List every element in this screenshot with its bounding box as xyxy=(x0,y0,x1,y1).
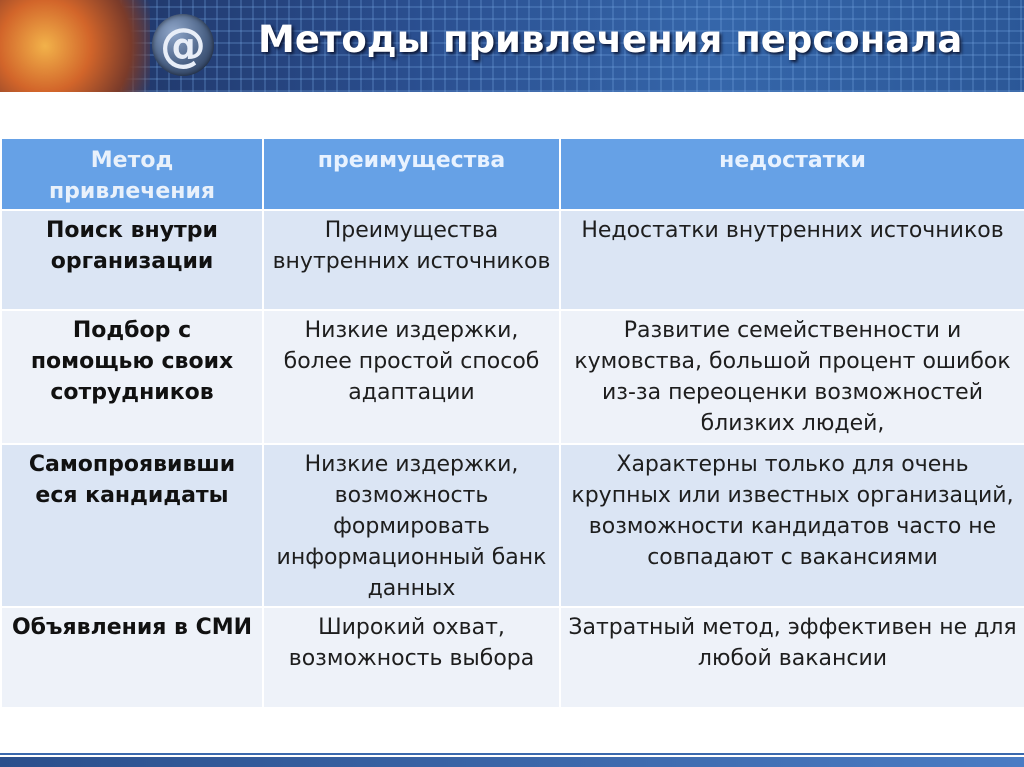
methods-table xyxy=(0,137,1024,709)
disadvantages-cell: Характерны только для очень крупных или известных организаций, возможности кандидатов часто не совпадают с вакансиями xyxy=(560,444,1024,607)
advantages-cell: Широкий охват, возможность выбора xyxy=(263,607,560,708)
slide-header xyxy=(0,0,1024,92)
method-cell: Объявления в СМИ xyxy=(1,607,263,708)
header-photo xyxy=(0,0,150,92)
header-method: Метод привлечения xyxy=(1,138,263,210)
disadvantages-cell: Развитие семейственности и кумовства, большой процент ошибок из-за переоценки возможностей близких людей, xyxy=(560,310,1024,444)
method-cell: Самопроявивши еся кандидаты xyxy=(1,444,263,607)
disadvantages-cell: Затратный метод, эффективен не для любой вакансии xyxy=(560,607,1024,708)
header-disadvantages: недостатки xyxy=(560,138,1024,210)
footer-bar xyxy=(0,757,1024,767)
table-row xyxy=(1,310,1024,444)
advantages-cell: Низкие издержки, более простой способ адаптации xyxy=(263,310,560,444)
advantages-cell: Преимущества внутренних источников xyxy=(263,210,560,310)
slide-title: Методы привлечения персонала xyxy=(258,18,963,61)
table-row xyxy=(1,607,1024,708)
footer-divider xyxy=(0,753,1024,755)
table-row xyxy=(1,210,1024,310)
methods-table-container xyxy=(0,137,1024,709)
method-cell: Поиск внутри организации xyxy=(1,210,263,310)
table-row xyxy=(1,444,1024,607)
disadvantages-cell: Недостатки внутренних источников xyxy=(560,210,1024,310)
method-cell: Подбор с помощью своих сотрудников xyxy=(1,310,263,444)
advantages-cell: Низкие издержки, возможность формировать информационный банк данных xyxy=(263,444,560,607)
table-header-row xyxy=(1,138,1024,210)
at-sign-icon: @ xyxy=(152,14,214,76)
header-advantages: преимущества xyxy=(263,138,560,210)
